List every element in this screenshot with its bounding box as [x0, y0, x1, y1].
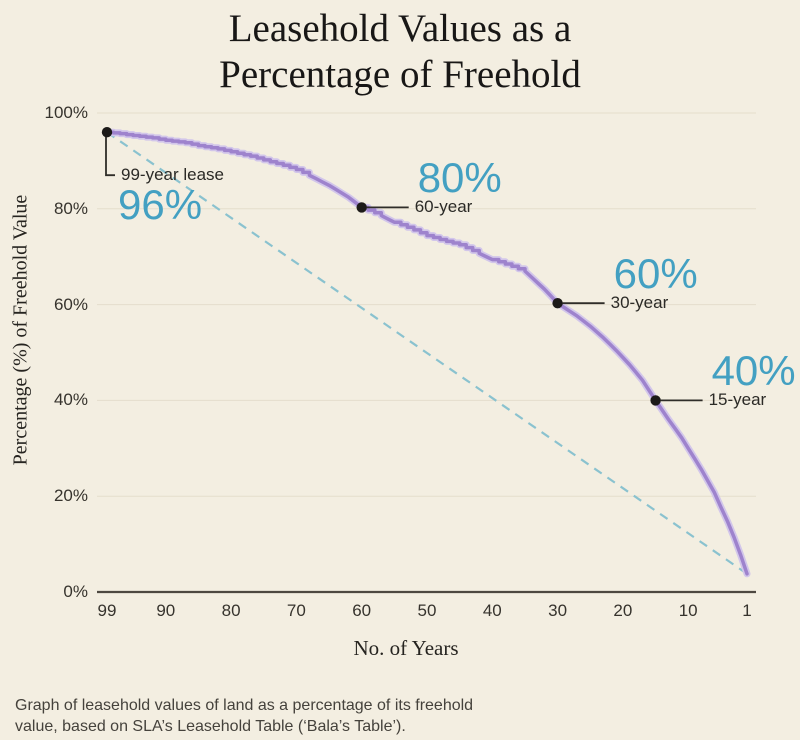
x-tick-label: 50	[417, 601, 437, 620]
x-tick-label: 90	[156, 601, 176, 620]
caption-line2: value, based on SLA’s Leasehold Table (‘Bala’s Table’).	[15, 718, 406, 735]
annotation-year-label: 30-year	[610, 293, 669, 313]
data-point-dot	[357, 202, 367, 212]
x-tick-label: 40	[482, 601, 502, 620]
x-tick-label: 60	[352, 601, 372, 620]
annotation-year-label: 15-year	[708, 390, 767, 410]
y-tick-label: 40%	[53, 390, 88, 410]
x-tick-label: 1	[742, 601, 752, 620]
data-point-dot	[102, 127, 112, 137]
y-tick-label: 60%	[53, 294, 88, 314]
chart-title-line1: Leasehold Values as a	[228, 7, 572, 50]
annotation-year-label: 99-year lease	[121, 165, 225, 185]
x-tick-label: 70	[286, 601, 306, 620]
annotation-connector	[106, 136, 115, 175]
annotation-percent-label: 80%	[417, 154, 502, 202]
annotation-percent-label: 60%	[613, 250, 698, 298]
caption-line1: Graph of leasehold values of land as a percentage of its freehold	[15, 697, 474, 714]
y-tick-label: 20%	[53, 486, 88, 506]
y-axis-title: Percentage (%) of Freehold Value	[9, 194, 32, 466]
x-tick-label: 20	[613, 601, 633, 620]
x-axis-title: No. of Years	[353, 636, 459, 660]
data-point-dot	[650, 395, 660, 405]
chart-title-line2: Percentage of Freehold	[219, 53, 581, 96]
data-point-dot	[552, 298, 562, 308]
chart-caption	[15, 695, 473, 737]
y-tick-label: 80%	[53, 198, 88, 218]
y-tick-label: 0%	[63, 582, 88, 601]
annotation-year-label: 60-year	[414, 197, 473, 217]
y-tick-label: 100%	[44, 103, 88, 122]
x-tick-label: 10	[678, 601, 698, 620]
x-tick-label: 80	[221, 601, 241, 620]
annotation-percent-label: 40%	[711, 347, 796, 395]
x-tick-label: 30	[548, 601, 568, 620]
annotation-percent-label: 96%	[118, 181, 203, 229]
x-tick-label: 99	[97, 601, 117, 620]
